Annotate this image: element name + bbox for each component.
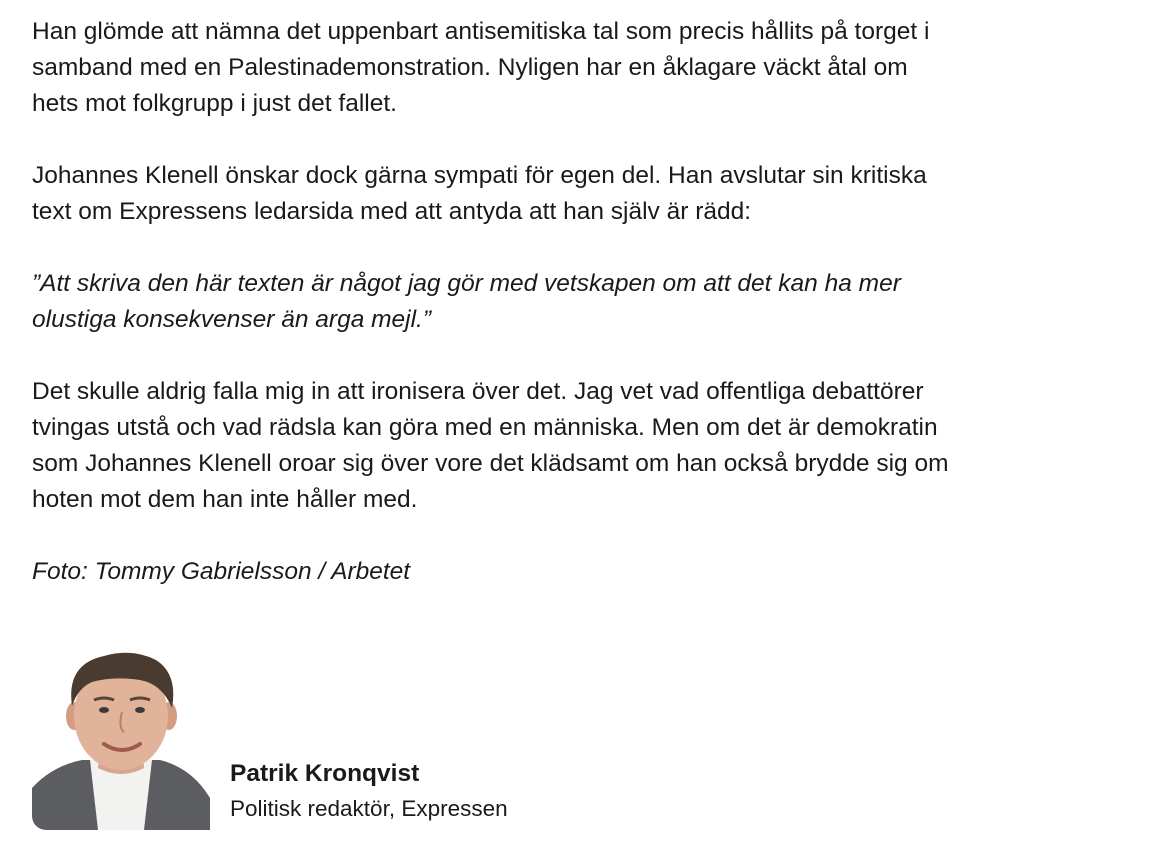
quote: ”Att skriva den här texten är något jag gör med vetskapen om att det kan ha mer olustiga konsekvenser än arga mejl.”: [32, 270, 901, 333]
photo-credit: Foto: Tommy Gabrielsson / Arbetet: [32, 558, 411, 585]
paragraph-2: Johannes Klenell önskar dock gärna sympati för egen del. Han avslutar sin kritiska text om Expressens ledarsida med att antyda att han själv är rädd:: [32, 162, 927, 225]
author-name: Patrik Kronqvist: [230, 760, 420, 787]
author-title: Politisk redaktör, Expressen: [230, 796, 508, 821]
paragraph-3: Det skulle aldrig falla mig in att ironisera över det. Jag vet vad offentliga debattörer tvingas utstå och vad rädsla kan göra med en människa. Men om det är demokratin som Johannes Klenell oroar sig över vore det klädsamt om han också brydde sig om hoten mot dem han inte håller med.: [32, 378, 949, 513]
author-avatar: [32, 648, 210, 830]
author-byline: [32, 648, 732, 830]
article-body: [32, 14, 1132, 626]
paragraph-1: Han glömde att nämna det uppenbart antisemitiska tal som precis hållits på torget i samband med en Palestinademonstration. Nyligen har en åklagare väckt åtal om hets mot folkgrupp i just det fallet.: [32, 18, 930, 117]
